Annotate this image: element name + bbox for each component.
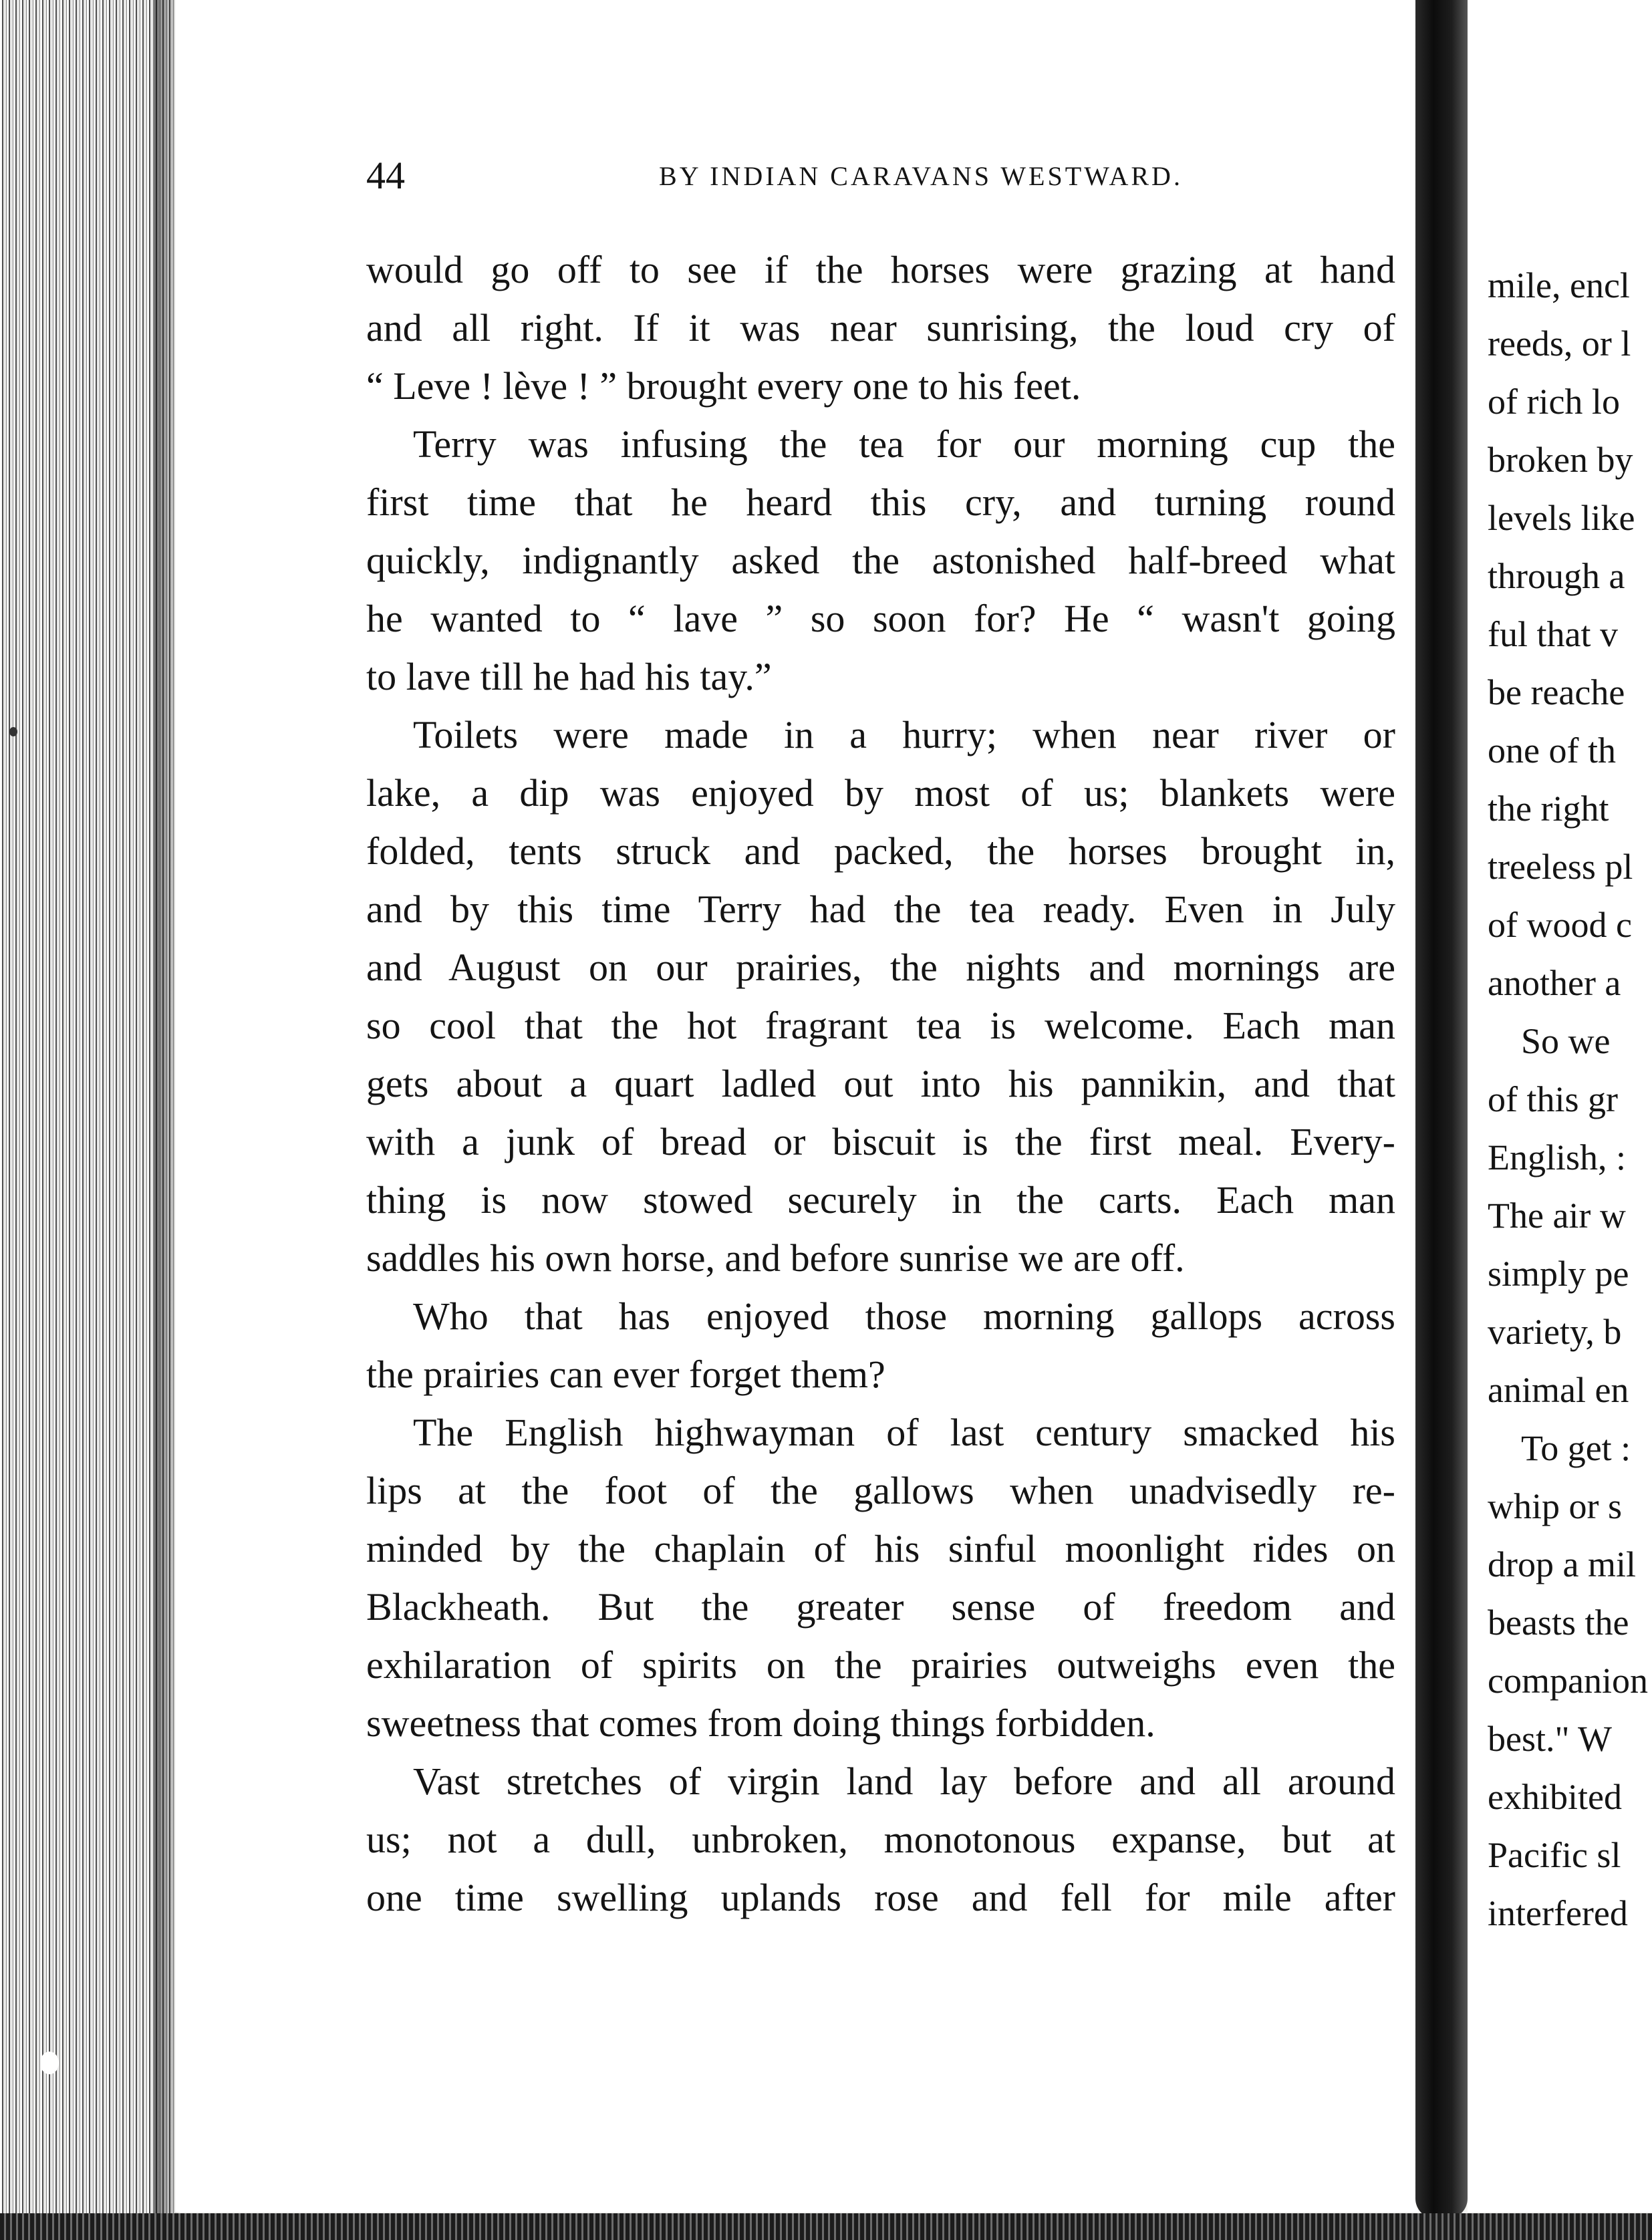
facing-page-text	[1488, 257, 1648, 1943]
text-line: minded by the chaplain of his sinful moonlight rides on	[366, 1527, 1395, 1570]
text-line: exhilaration of spirits on the prairies outweighs even the	[366, 1643, 1395, 1687]
paragraph	[366, 415, 1395, 706]
facing-text-line: reeds, or l	[1488, 323, 1631, 364]
text-line: he wanted to “ lave ” so soon for? He “ wasn't going	[366, 597, 1395, 640]
facing-text-line: English, :	[1488, 1137, 1627, 1177]
facing-page	[1468, 0, 1652, 2212]
text-line: us; not a dull, unbroken, monotonous expanse, but at	[366, 1818, 1395, 1861]
page-edge-left	[0, 0, 174, 2240]
paragraph	[366, 1287, 1395, 1403]
facing-text-line: mile, encl	[1488, 265, 1630, 305]
facing-text-line: So we	[1521, 1021, 1611, 1061]
text-line: to lave till he had his tay.”	[366, 655, 772, 698]
text-line: “ Leve ! lève ! ” brought every one to his feet.	[366, 364, 1081, 408]
facing-text-line: one of th	[1488, 730, 1616, 771]
facing-text-line: simply pe	[1488, 1254, 1629, 1294]
facing-text-line: treeless pl	[1488, 847, 1633, 887]
paragraph	[366, 1403, 1395, 1752]
paragraph	[366, 706, 1395, 1287]
text-line: Blackheath. But the greater sense of freedom and	[366, 1585, 1395, 1629]
facing-text-line: of this gr	[1488, 1079, 1618, 1119]
text-line: Who that has enjoyed those morning gallops across	[413, 1294, 1395, 1338]
text-line: with a junk of bread or biscuit is the first meal. Every-	[366, 1120, 1395, 1163]
page-number: 44	[366, 154, 405, 197]
text-line: and August on our prairies, the nights and mornings are	[366, 946, 1395, 989]
facing-text-line: animal en	[1488, 1370, 1629, 1410]
print-speck	[40, 2052, 59, 2074]
facing-text-line: broken by	[1488, 440, 1633, 480]
text-line: lips at the foot of the gallows when unadvisedly re-	[366, 1469, 1395, 1512]
text-line: would go off to see if the horses were grazing at hand	[366, 248, 1395, 291]
facing-text-line: interfered	[1488, 1893, 1628, 1933]
text-line: first time that he heard this cry, and turning round	[366, 480, 1395, 524]
text-line: folded, tents struck and packed, the horses brought in,	[366, 829, 1395, 873]
text-line: gets about a quart ladled out into his pannikin, and that	[366, 1062, 1395, 1105]
body-text	[366, 241, 1395, 1927]
facing-text-line: The air w	[1488, 1196, 1626, 1236]
running-head: BY INDIAN CARAVANS WESTWARD.	[659, 161, 1183, 191]
text-line: saddles his own horse, and before sunrise we are off.	[366, 1236, 1185, 1280]
facing-text-line: the right	[1488, 789, 1609, 829]
book-gutter	[1415, 0, 1468, 2219]
facing-text-line: companion	[1488, 1661, 1648, 1701]
text-line: sweetness that comes from doing things forbidden.	[366, 1701, 1155, 1745]
facing-text-line: Pacific sl	[1488, 1835, 1621, 1875]
facing-text-line: drop a mil	[1488, 1544, 1636, 1584]
paragraph	[366, 1752, 1395, 1927]
text-line: The English highwayman of last century smacked his	[413, 1411, 1395, 1454]
text-line: and all right. If it was near sunrising, the loud cry of	[366, 306, 1395, 349]
facing-text-line: beasts the	[1488, 1602, 1629, 1643]
facing-text-line: of rich lo	[1488, 382, 1620, 422]
print-speck	[9, 727, 17, 736]
paragraph	[366, 241, 1395, 415]
text-line: Vast stretches of virgin land lay before and all around	[413, 1760, 1395, 1803]
facing-text-line: whip or s	[1488, 1486, 1622, 1526]
facing-text-line: levels like	[1488, 498, 1635, 538]
facing-text-line: variety, b	[1488, 1312, 1622, 1352]
page-header	[366, 152, 1395, 199]
text-line: thing is now stowed securely in the carts. Each man	[366, 1178, 1395, 1222]
text-line: Terry was infusing the tea for our morning cup the	[413, 422, 1395, 466]
text-line: quickly, indignantly asked the astonished half-breed what	[366, 539, 1395, 582]
facing-text-line: through a	[1488, 556, 1625, 596]
text-line: and by this time Terry had the tea ready. Even in July	[366, 887, 1395, 931]
facing-text-line: exhibited	[1488, 1777, 1622, 1817]
facing-text-line: another a	[1488, 963, 1621, 1003]
facing-text-line: To get :	[1521, 1428, 1631, 1468]
text-line: lake, a dip was enjoyed by most of us; blankets were	[366, 771, 1395, 815]
facing-text-line: of wood c	[1488, 905, 1632, 945]
text-line: the prairies can ever forget them?	[366, 1353, 885, 1396]
text-line: so cool that the hot fragrant tea is welcome. Each man	[366, 1004, 1395, 1047]
text-line: one time swelling uplands rose and fell for mile after	[366, 1876, 1395, 1919]
facing-text-line: be reache	[1488, 672, 1625, 712]
text-line: Toilets were made in a hurry; when near river or	[413, 713, 1395, 756]
bottom-edge	[0, 2213, 1652, 2240]
facing-text-line: best." W	[1488, 1719, 1613, 1759]
facing-text-line: ful that v	[1488, 614, 1618, 654]
